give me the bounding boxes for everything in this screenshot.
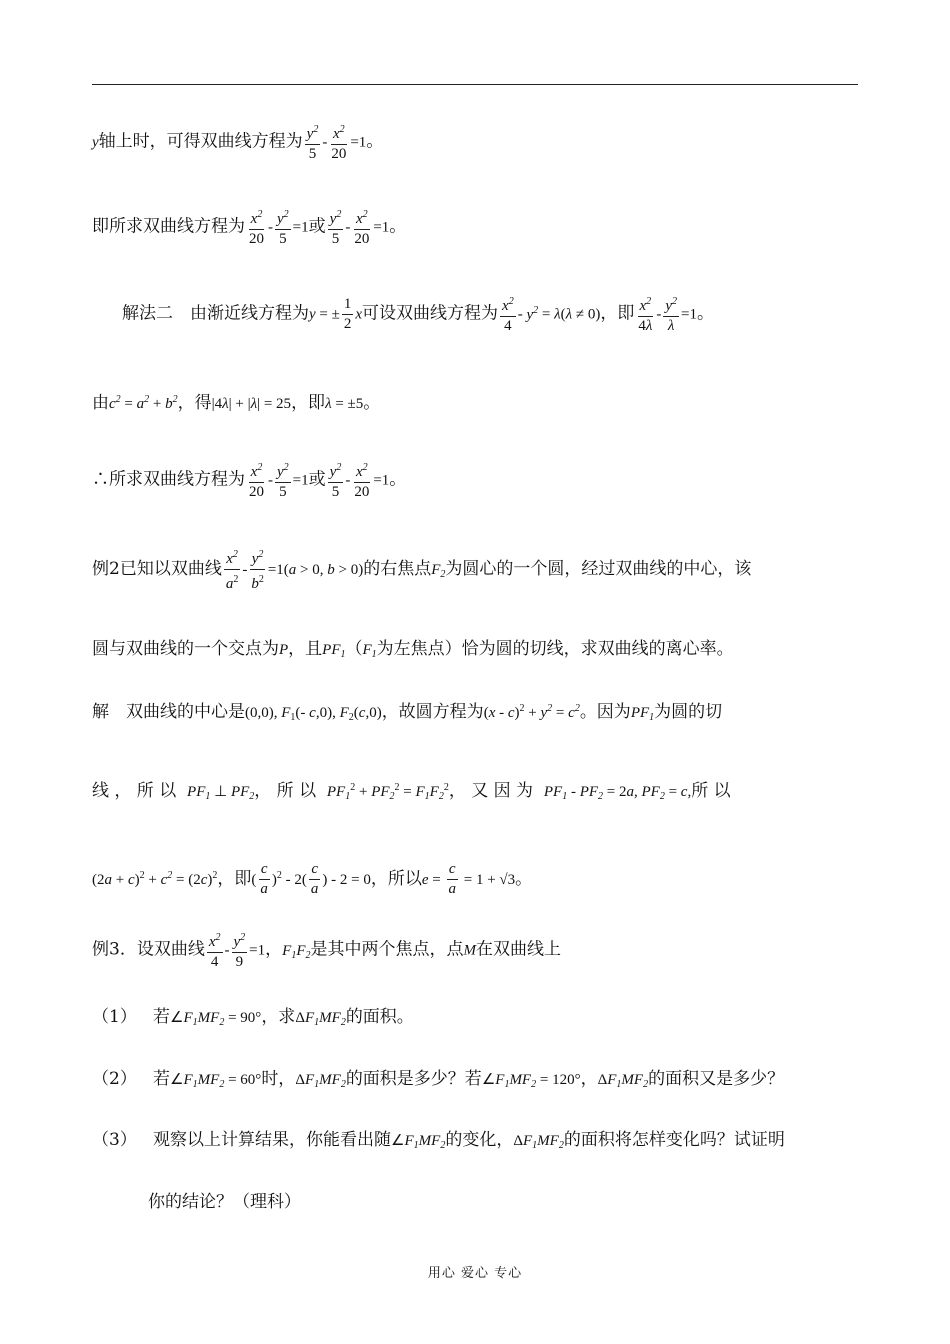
solution-line-3: $(2a + c)^2 + c^2 = (2c)^2$，即( $\frac{c}{a}$ )$^2$ - 2( $\frac{c}{a}$ ) - 2 = 0，所以e = $\frac{c}{a}$ = 1 + √3。 [92,861,533,897]
solution-line-2: 线 ， 所 以 $PF_1$ ⊥ $PF_2$， 所 以 $PF_1^2 + PF_2^2 = F_1F_2^2$， 又 因 为 $PF_1 - PF_2 = 2a$, $PF_2 = c$,所 以 [92,781,731,802]
example-3-line: 例3．设双曲线 $\frac{x^2}{4}$ - $\frac{y^2}{9}$ =1，$F_1F_2$是其中两个焦点，点M在双曲线上 [92,928,561,972]
text-line-5: ∴所求双曲线方程为 $\frac{x^2}{20}$ - $\frac{y^2}{5}$ =1或 $\frac{y^2}{5}$ - $\frac{x^2}{20}$ =1。 [92,458,406,502]
text-line-1: y轴上时，可得双曲线方程为 $\frac{y^2}{5}$ - $\frac{x^2}{20}$ =1。 [92,120,383,164]
solution-line-1: 解 双曲线的中心是(0,0), $F_1(-$ c,0), $F_2(c,0)$，故圆方程为$(x - c)^2 + y^2 = c^2$。因为$PF_1$为圆的切 [92,702,723,723]
page-footer: 用心 爱心 专心 [427,1266,523,1281]
text-line-2: 即所求双曲线方程为 $\frac{x^2}{20}$ - $\frac{y^2}{5}$ =1或 $\frac{y^2}{5}$ - $\frac{x^2}{20}$ =1。 [92,205,406,249]
text-line-4: 由$c^2 = a^2 + b^2$，得|4λ| + |λ| = 25，即λ = ±5。 [92,393,381,413]
question-2: （2） 若$\angle F_1MF_2 = 60^\circ$时，$\Delta F_1MF_2$的面积是多少？若$\angle F_1MF_2 = 120^\circ$，$\Delta F_1MF_2$的面积又是多少？ [92,1069,785,1090]
question-1: （1） 若$\angle F_1MF_2 = 90^\circ$，求$\Delta F_1MF_2$的面积。 [92,1007,414,1028]
question-3: （3） 观察以上计算结果，你能看出随$\angle F_1MF_2$的变化，$\Delta F_1MF_2$的面积将怎样变化吗？试证明 [92,1130,785,1151]
header-rule [92,84,858,85]
question-3-cont: 你的结论？（理科） [148,1192,301,1212]
example-2-line-2: 圆与双曲线的一个交点为P，且$PF_1(F_1$为左焦点）恰为圆的切线，求双曲线的离心率。 [92,639,734,660]
example-2-line-1: 例2已知以双曲线 $\frac{x^2}{a^2}$ - $\frac{y^2}{b^2}$ =1(a > 0, b > 0)的右焦点$F_2$为圆心的一个圆，经过双曲线的中心，该 [92,545,751,594]
text-line-3: 解法二 由渐近线方程为y = ± $\frac{1}{2}$ x可设双曲线方程为 $\frac{x^2}{4}$ - $y^2 = \lambda(\lambda \ne 0)$，即 $\frac{x^2}{4\lambda}$ - $\frac{y^2}{\lambda}$ =1。 [122,292,714,336]
